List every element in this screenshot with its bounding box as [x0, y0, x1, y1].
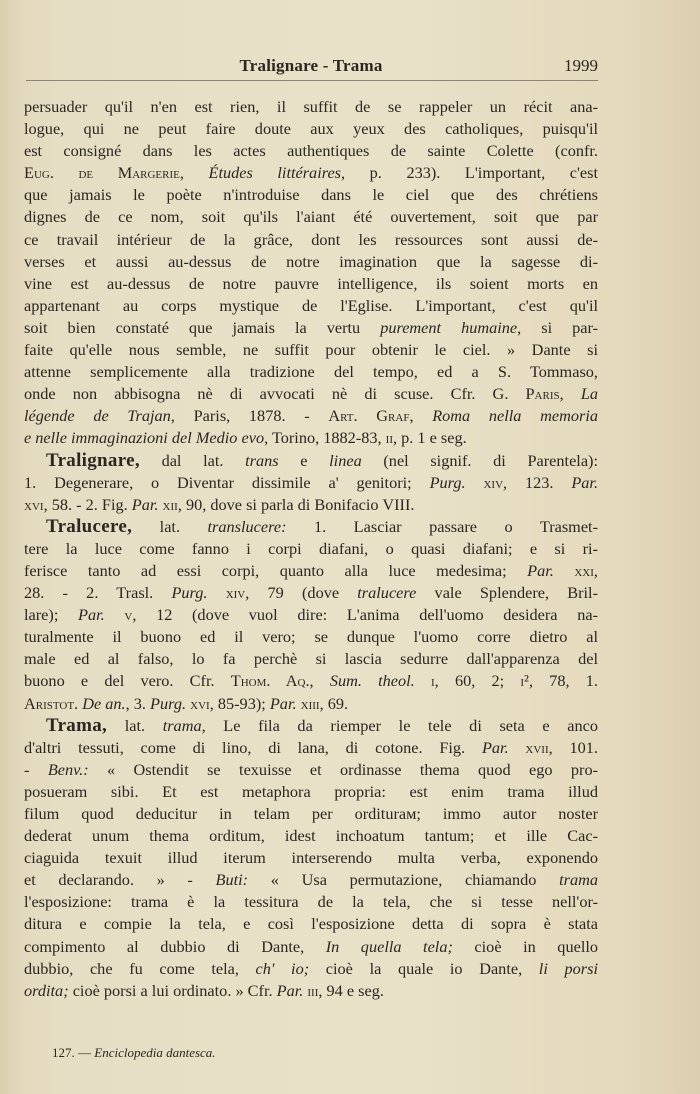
text-segment: , [309, 671, 330, 691]
text-line [24, 891, 598, 913]
italic-text: Par. [78, 605, 105, 625]
text-segment: dederat unum thema orditum, idest inchoatum tantum; et ille Cac- [24, 826, 598, 846]
text-segment: et declarando. » - [24, 870, 216, 890]
text-line [24, 913, 598, 935]
text-segment: est consigné dans les actes authentiques de sainte Colette (confr. [24, 141, 598, 161]
text-segment: « Ostendit se texuisse et ordinasse thema quod ego pro- [88, 759, 599, 779]
text-segment: (nel signif. di Parentela): [361, 450, 598, 470]
text-line [24, 494, 598, 516]
text-segment: dignes de ce nom, soit qu'ils l'aiant été ouvertement, soit que par [24, 207, 598, 227]
italic-text: translucere: [207, 516, 287, 536]
text-line [24, 693, 598, 715]
text-segment [105, 605, 125, 624]
text-line [24, 251, 598, 273]
text-line [24, 295, 598, 317]
text-segment: 1. Degenerare, o Diventar dissimile a' genitori; [24, 472, 430, 492]
italic-text: Par. [481, 737, 509, 757]
text-segment: male ed al falso, lo fa perchè si lascia sedurre dall'apparenza del [24, 649, 598, 669]
running-header [24, 56, 598, 80]
text-segment: 28. - 2. Trasl. [24, 583, 172, 603]
text-segment: , si par- [517, 317, 598, 337]
text-segment: Le fila da riemper le tele di seta e anco [205, 715, 599, 735]
text-segment: e [278, 450, 330, 470]
text-segment: soit bien constaté que jamais la vertu [24, 317, 381, 337]
text-segment: ditura e compie la tela, e così l'esposizione detta di sopra è stata [24, 914, 598, 934]
text-segment: ce travail intérieur de la grâce, dont les ressources sont aussi de- [24, 229, 598, 249]
text-line [24, 140, 598, 162]
italic-text: Par. [131, 494, 159, 514]
headword: Trama, [46, 714, 108, 736]
text-segment: cioè in quello [452, 936, 599, 956]
signature-number: 127. — [52, 1045, 95, 1060]
italic-text: trama [559, 870, 599, 890]
text-segment: , [593, 560, 598, 580]
text-segment: , 90, dove si parla di Bonifacio VIII. [177, 494, 415, 514]
text-segment: vale Splendere, Bril- [416, 583, 599, 603]
small-caps-text: iii [307, 980, 319, 1000]
text-segment: persuader qu'il n'en est rien, il suffit de se rappeler un récit ana- [24, 97, 598, 116]
text-segment: tere la luce come fanno i corpi diafani, o quasi diafani; e si ri- [24, 538, 598, 558]
headword: Tralucere, [46, 515, 133, 537]
text-line [24, 229, 598, 251]
small-caps-text: Paris [525, 384, 560, 404]
text-segment [415, 671, 431, 690]
small-caps-text: Eug. de Margerie [24, 163, 180, 183]
text-segment: cioè la quale io Dante, [309, 958, 539, 978]
small-caps-text: v [124, 605, 133, 625]
text-segment: lat. [107, 715, 163, 735]
italic-text: De an. [82, 693, 126, 713]
text-segment: , 69. [319, 693, 349, 713]
italic-text: ch' io; [255, 958, 310, 978]
text-segment: , [409, 406, 433, 426]
small-caps-text: Art. Graf [328, 406, 410, 426]
text-line [24, 273, 598, 295]
text-line [24, 516, 598, 538]
small-caps-text: ii [385, 428, 393, 448]
italic-text: In quella tela; [325, 936, 453, 956]
italic-text: Par. [571, 472, 599, 492]
text-line [24, 715, 598, 737]
text-line [24, 825, 598, 847]
italic-text: Sum. theol. [329, 671, 415, 691]
text-segment: , 85-93); [209, 693, 270, 713]
text-line [24, 383, 598, 405]
text-line [24, 405, 598, 427]
text-segment: , [559, 384, 581, 404]
text-line [24, 803, 598, 825]
text-line [24, 604, 598, 626]
text-segment: appartenant au corps mystique de l'Eglise. L'important, c'est qu'il [24, 295, 598, 315]
text-segment: buono e del vero. Cfr. [24, 671, 231, 691]
text-segment: , Paris, 1878. - [170, 406, 329, 426]
text-line [24, 958, 598, 980]
text-segment: ferisce tanto ad essi corpi, quanto alla luce medesima; [24, 560, 528, 580]
italic-text: Par. [269, 693, 297, 713]
text-line [24, 339, 598, 361]
small-caps-text: Thom. Aq. [230, 671, 310, 691]
text-segment: vine est au-dessus de notre pauvre intelligence, ils soient morts en [24, 273, 598, 293]
text-line [24, 206, 598, 228]
text-line [24, 184, 598, 206]
text-segment: ciaguida texuit illud iterum interserendo multa verba, exponendo [24, 848, 598, 868]
text-segment: , p. 233). L'important, c'est [341, 163, 598, 183]
text-segment: , 94 e seg. [318, 980, 384, 1000]
text-line [24, 648, 598, 670]
text-segment: , 101. [548, 737, 598, 757]
text-line [24, 869, 598, 891]
italic-text: Buti: [215, 870, 249, 890]
text-segment: faite qu'elle nous semble, ne suffit pour obtenir le ciel. » Dante si [24, 340, 598, 360]
headword: Tralignare, [46, 449, 140, 471]
text-line [24, 96, 598, 118]
italic-text: trans [245, 450, 279, 470]
entry-tralignare [24, 450, 598, 516]
small-caps-text: xiv [225, 583, 246, 603]
text-segment [509, 738, 526, 757]
italic-text: Études littéraires [208, 163, 342, 183]
text-segment: onde non abbisogna nè di avvocati nè di scuse. Cfr. G. [24, 384, 526, 404]
entry-tralucere [24, 516, 598, 715]
text-segment: lare); [24, 605, 79, 625]
continuation-paragraph [24, 96, 598, 450]
small-caps-text: xxi [574, 560, 594, 580]
text-segment: , 12 (dove vuol dire: L'anima dell'uomo desidera na- [132, 605, 598, 625]
entry-trama [24, 715, 598, 1002]
small-caps-text: xvii [525, 737, 549, 757]
text-segment [466, 473, 484, 492]
text-line [24, 980, 598, 1002]
text-segment: turalmente il buono ed il vero; se dunque l'uomo corre dietro al [24, 627, 598, 647]
text-segment: cioè porsi a lui ordinato. » Cfr. [68, 980, 277, 1000]
text-line [24, 626, 598, 648]
text-line [24, 582, 598, 604]
small-caps-text: xvi [190, 693, 210, 713]
italic-text: Roma nella memoria [432, 406, 599, 426]
text-segment: , p. 1 e seg. [393, 428, 467, 448]
small-caps-text: i² [520, 671, 529, 691]
signature-title: Enciclopedia dantesca. [94, 1045, 216, 1060]
small-caps-text: xvi [24, 494, 44, 514]
text-line [24, 847, 598, 869]
header-title: Tralignare - Trama [239, 56, 383, 75]
italic-text: Purg. [429, 472, 466, 492]
page-number: 1999 [564, 56, 598, 75]
text-segment: , 60, 2; [434, 671, 521, 691]
text-segment: , 3. [125, 693, 151, 713]
italic-text: Purg. [150, 693, 187, 713]
text-segment: logue, qui ne peut faire doute aux yeux des catholiques, puisqu'il [24, 119, 598, 139]
text-line [24, 118, 598, 140]
text-segment: - [24, 759, 48, 779]
text-segment: dubbio, che fu come tela, [24, 958, 256, 978]
text-segment: , 79 (dove [245, 583, 358, 603]
text-segment: posueram sibi. Et est metaphora propria: est enim trama illud [24, 781, 598, 801]
italic-text: trama, [162, 715, 206, 735]
small-caps-text: xii [162, 494, 178, 514]
text-segment: attenne semplicemente alla tradizione del tempo, ed a S. Tommaso, [24, 362, 598, 382]
italic-text: légende de Trajan [24, 406, 171, 426]
text-segment: , 123. [503, 472, 572, 492]
printer-signature [52, 1045, 216, 1061]
text-segment: verses et aussi au-dessus de notre imagination que la sagesse di- [24, 251, 598, 271]
text-segment [554, 561, 575, 580]
text-segment: d'altri tessuti, come di lino, di lana, di cotone. Fig. [24, 737, 482, 757]
text-segment: , 78, 1. [528, 671, 598, 691]
text-segment: « Usa permutazione, chiamando [248, 870, 560, 890]
text-line [24, 361, 598, 383]
text-segment: compimento al dubbio di Dante, [24, 936, 326, 956]
text-segment: filum quod deducitur in telam per orditurам; immo autor noster [24, 804, 598, 823]
small-caps-text: i [430, 671, 435, 691]
italic-text: ordita; [24, 980, 69, 1000]
italic-text: Par. [276, 980, 304, 1000]
text-line [24, 472, 598, 494]
italic-text: Par. [527, 560, 554, 580]
text-segment: que jamais le poète n'introduise dans le ciel que des chrétiens [24, 185, 598, 205]
small-caps-text: xiv [483, 472, 504, 492]
page-body [24, 96, 598, 1002]
text-line [24, 670, 598, 692]
small-caps-text: xiii [300, 693, 320, 713]
italic-text: La [580, 384, 599, 404]
text-line [24, 759, 598, 781]
text-line [24, 450, 598, 472]
italic-text: tralucere [357, 583, 417, 603]
text-segment: l'esposizione: trama è la tessitura de la tela, che si tesse nell'or- [24, 892, 598, 912]
italic-text: linea [329, 450, 362, 470]
text-segment: 1. Lasciar passare o Trasmet- [286, 516, 599, 536]
text-line [24, 162, 598, 184]
text-line [24, 737, 598, 759]
text-segment: , 58. - 2. Fig. [43, 494, 132, 514]
text-line [24, 560, 598, 582]
header-rule [26, 80, 598, 81]
small-caps-text: Aristot. [24, 693, 79, 713]
text-line [24, 538, 598, 560]
text-segment [207, 583, 225, 602]
text-line [24, 317, 598, 339]
italic-text: Benv.: [47, 759, 89, 779]
italic-text: li porsi [538, 958, 598, 978]
italic-text: e nelle immaginazioni del Medio evo [24, 428, 265, 448]
text-line [24, 427, 598, 449]
text-line [24, 781, 598, 803]
text-segment: dal lat. [139, 450, 246, 470]
text-segment: lat. [132, 516, 208, 536]
text-segment: , [179, 163, 209, 183]
text-segment: , Torino, 1882-83, [264, 428, 386, 448]
italic-text: purement humaine [380, 317, 518, 337]
text-line [24, 936, 598, 958]
italic-text: Purg. [171, 583, 208, 603]
